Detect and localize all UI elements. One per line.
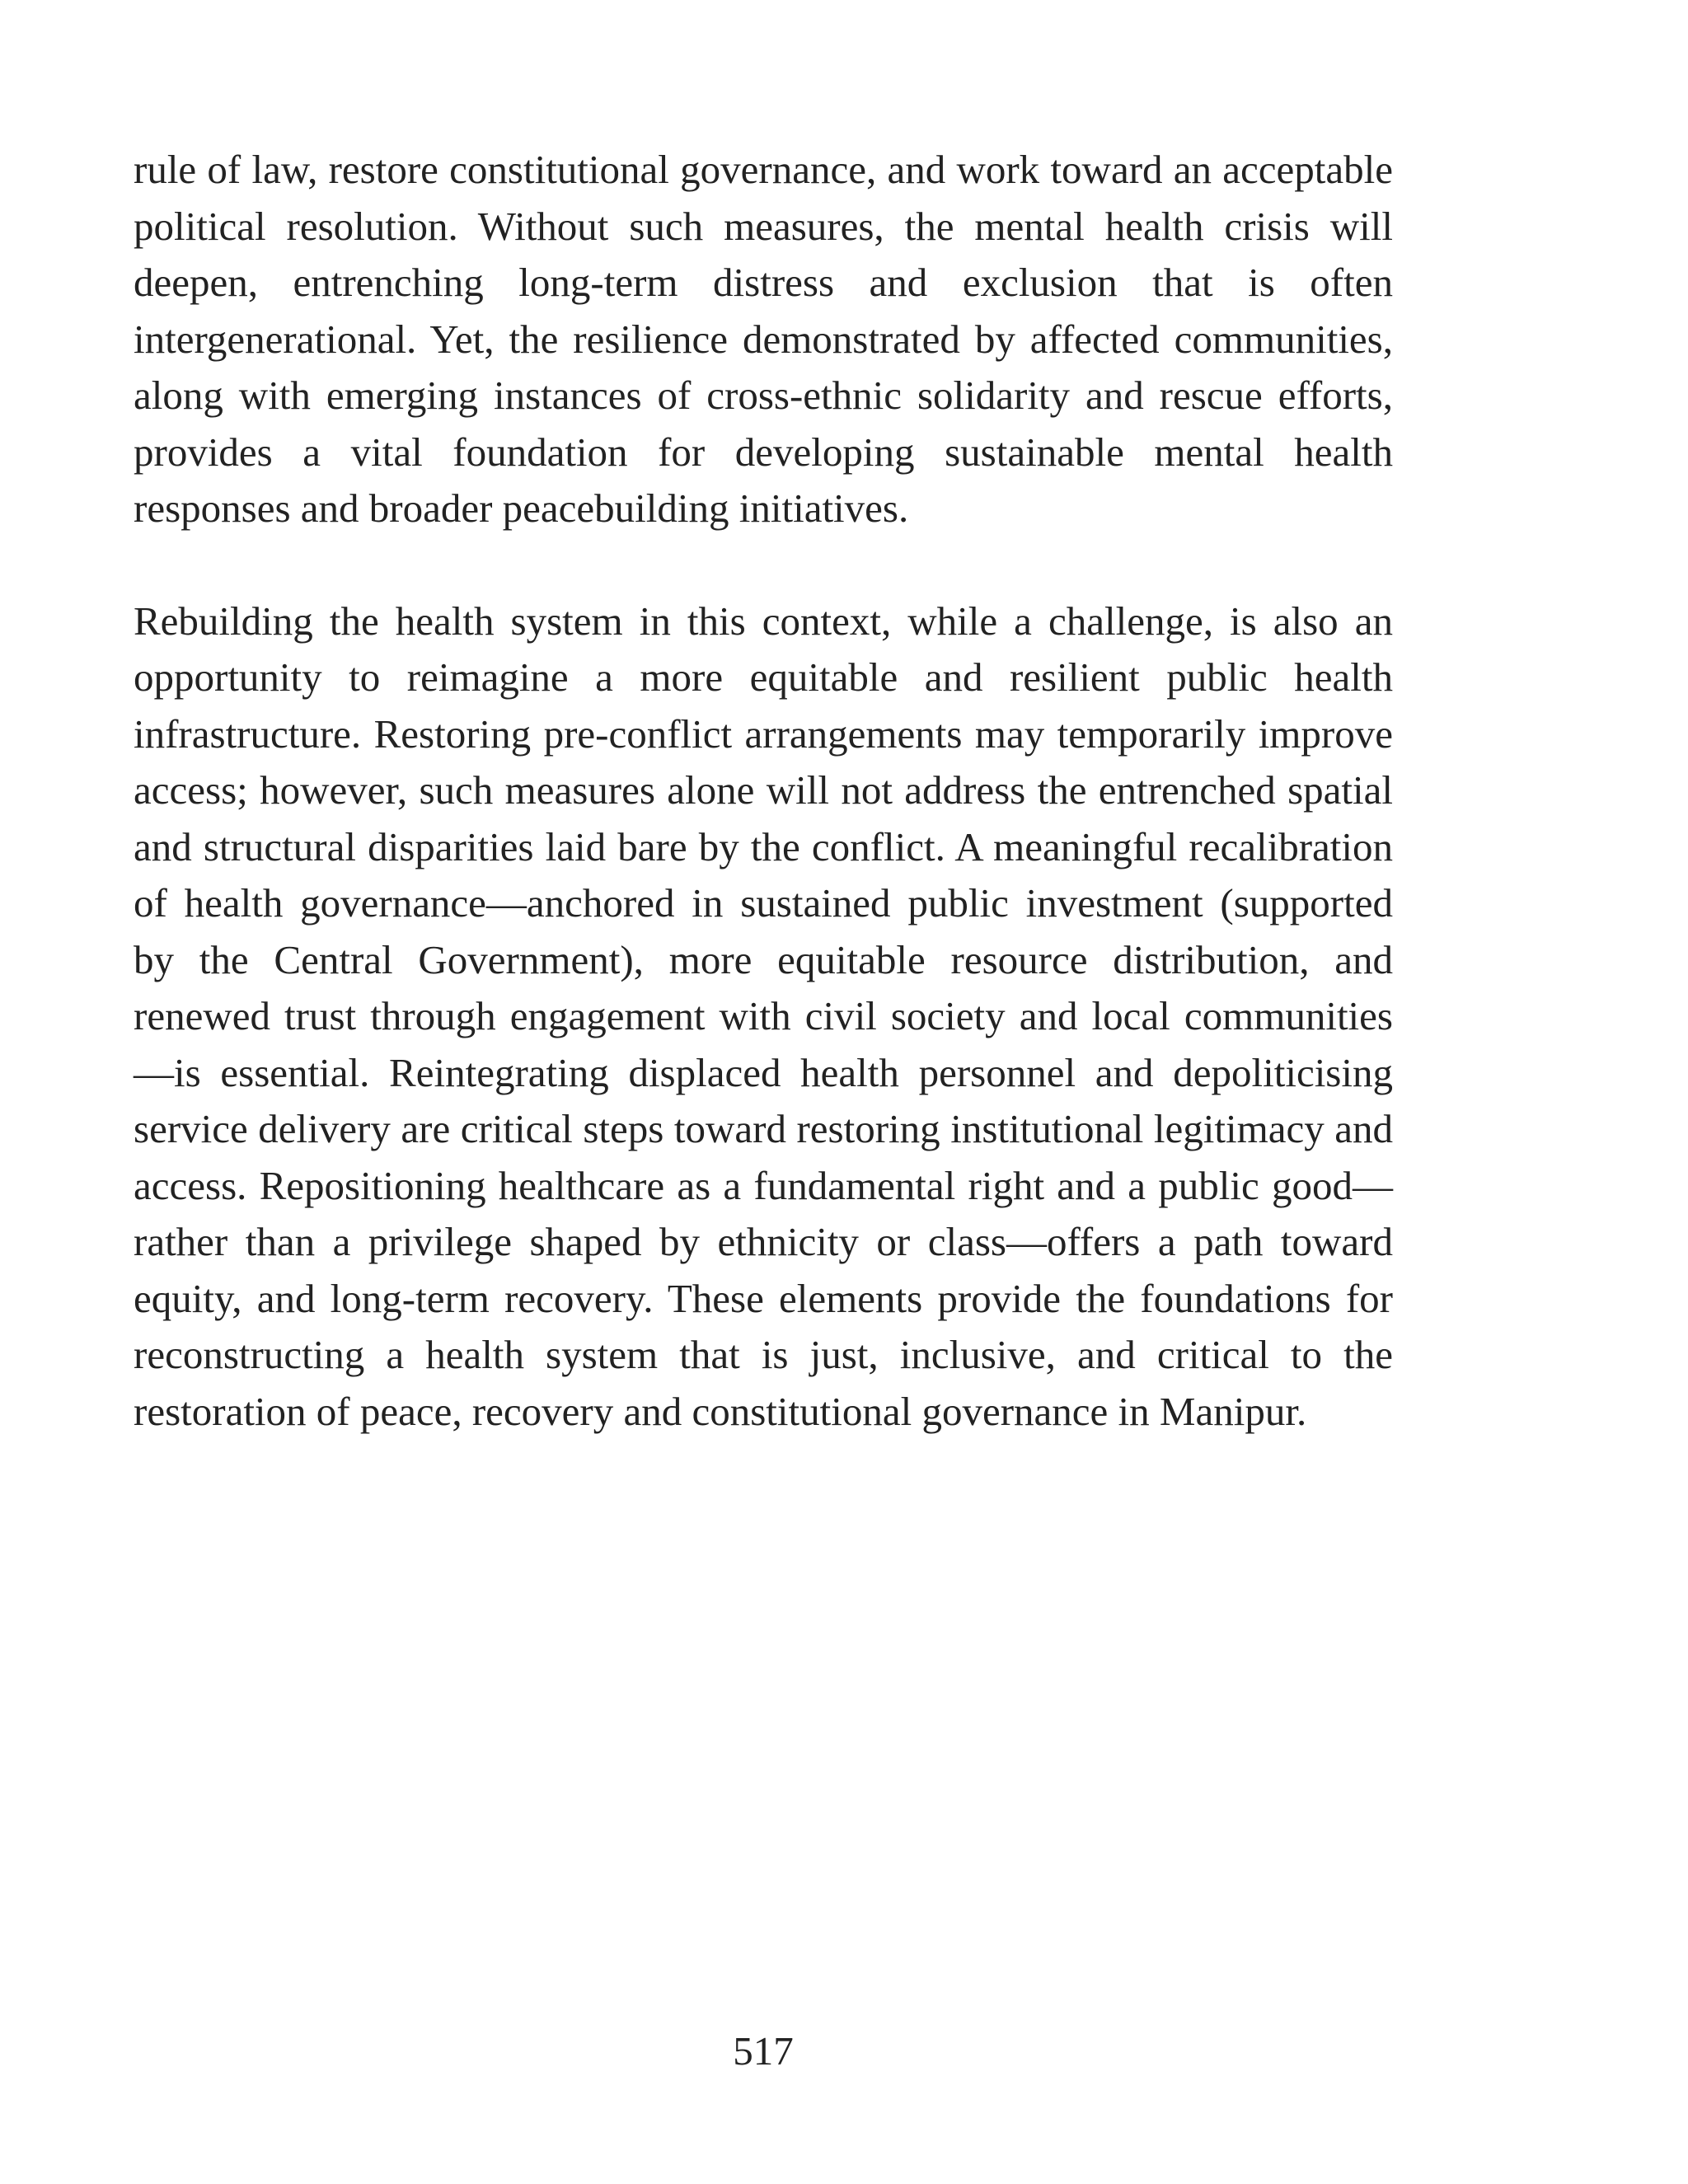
body-text <box>134 142 1393 1440</box>
paragraph-1: rule of law, restore constitutional governance, and work toward an acceptable political resolution. Without such measures, the mental health crisis will deepen, entrenching long-term distress and exclusion that is often intergenerational. Yet, the resilience demonstrated by affected communities, along with emerging instances of cross-ethnic solidarity and rescue efforts, provides a vital foundation for developing sustainable mental health responses and broader peacebuilding initiatives. <box>134 147 1393 531</box>
page-number: 517 <box>733 2028 794 2074</box>
paragraph-2: Rebuilding the health system in this context, while a challenge, is also an opportunity to reimagine a more equitable and resilient public health infrastructure. Restoring pre-conflict arrangements may temporarily improve access; however, such measures alone will not address the entrenched spatial and structural disparities laid bare by the conflict. A meaningful recalibration of health governance—anchored in sustained public investment (supported by the Central Government), more equitable resource distribution, and renewed trust through engagement with civil society and local communities—is essential. Reintegrating displaced health personnel and depoliticising service delivery are critical steps toward restoring institutional legitimacy and access. Repositioning healthcare as a fundamental right and a public good—rather than a privilege shaped by ethnicity or class—offers a path toward equity, and long-term recovery. These elements provide the foundations for reconstructing a health system that is just, inclusive, and critical to the restoration of peace, recovery and constitutional governance in Manipur. <box>134 598 1393 1434</box>
